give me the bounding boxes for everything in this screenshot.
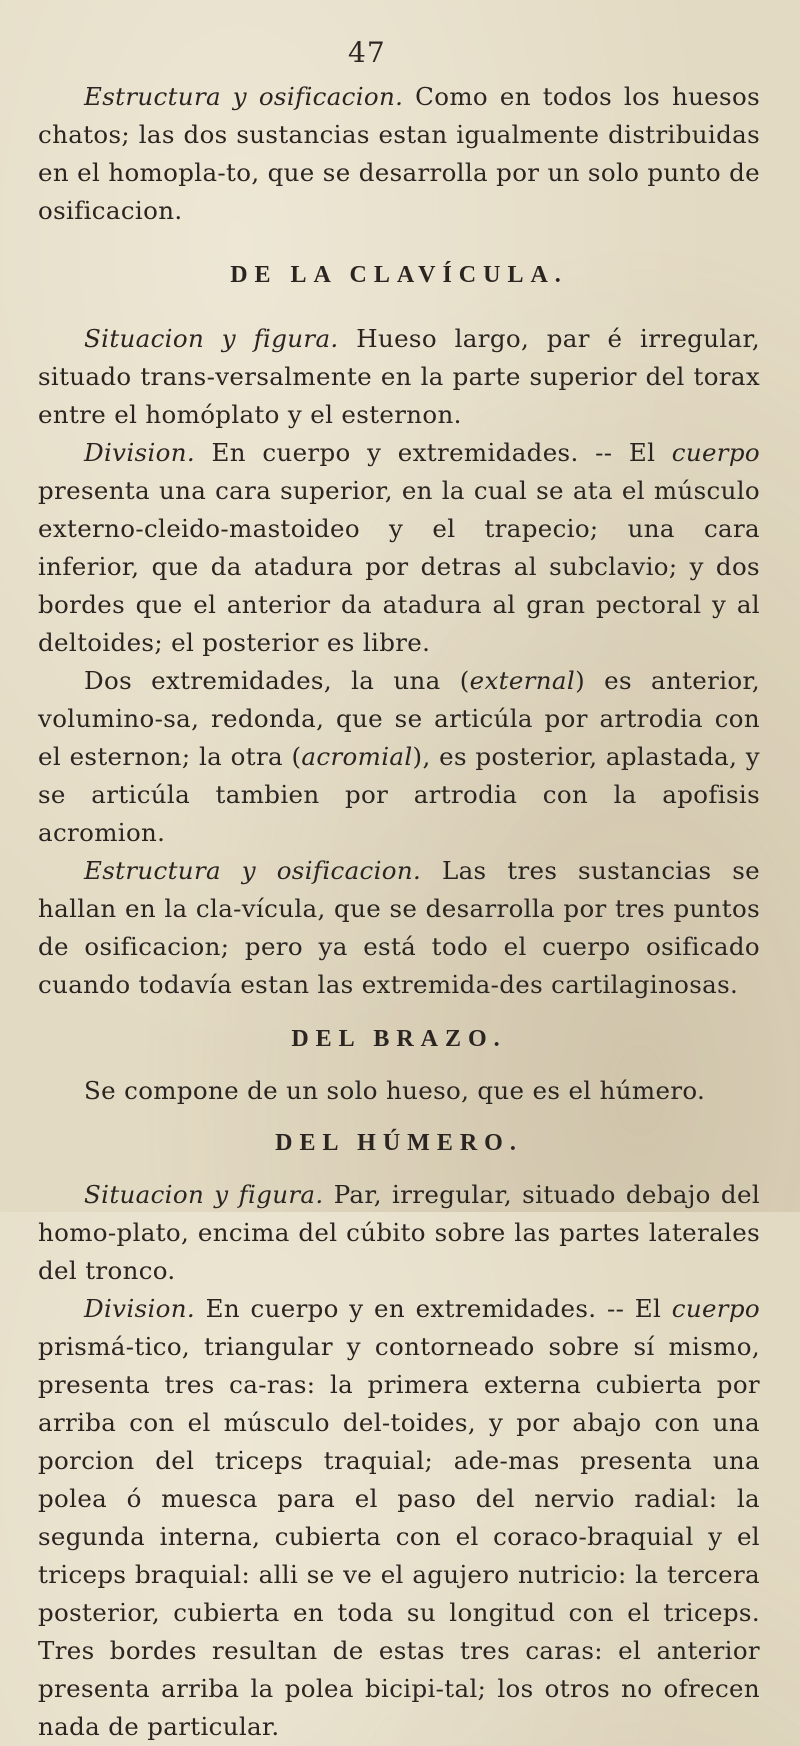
run-in-label: Estructura y osificacion. [84,856,422,885]
section-heading-brazo: DEL BRAZO. [291,1026,507,1052]
italic-term: cuerpo [671,1294,760,1323]
paragraph-text: Dos extremidades, la una ( [84,666,470,695]
paragraph-text: En cuerpo y en extremidades. -- El [195,1294,672,1323]
paragraph-clavicula-division [38,434,760,662]
paragraph-text: presenta una cara superior, en la cual se ata el músculo externo-cleido-mastoideo y el trapecio; una cara inferior, que da atadura por detras al subclavio; y dos bordes que el anterior da atadura al gran pectoral y al deltoides; el posterior es libre. [38,476,760,657]
italic-term: acromial [301,742,413,771]
section-heading-humero: DEL HÚMERO. [275,1130,523,1156]
run-in-label: Situacion y figura. [84,324,339,353]
paragraph-brazo: Se compone de un solo hueso, que es el húmero. [84,1076,706,1105]
run-in-label: Division. [84,438,196,467]
paragraph-text: prismá-tico, triangular y contorneado sobre sí mismo, presenta tres ca-ras: la primera externa cubierta por arriba con el músculo del-toides, y por abajo con una porcion del triceps traquial; ade-mas presenta una polea ó muesca para el paso del nervio radial: la segunda interna, cubierta con el coraco-braquial y el triceps braquial: alli se ve el agujero nutricio: la tercera posterior, cubierta en toda su longitud con el triceps. Tres bordes resultan de estas tres caras: el anterior presenta arriba la polea bicipi-tal; los otros no ofrecen nada de particular. [38,1332,760,1741]
run-in-label: Division. [84,1294,196,1323]
run-in-label: Estructura y osificacion. [84,82,404,111]
paragraph-text: ), es posterior, aplastada, y se articúla tambien por artrodia con la apofisis acromion. [38,742,761,847]
page-number: 47 [348,36,386,69]
paragraph-clavicula-estructura [38,852,760,1004]
paragraph-text: ) es anterior, volumino-sa, redonda, que se articúla por artrodia con el esternon; la otra ( [38,666,760,771]
italic-term: external [469,666,576,695]
italic-term: cuerpo [671,438,760,467]
run-in-label: Situacion y figura. [84,1180,324,1209]
paragraph-text: Las tres sustancias se hallan en la cla-vícula, que se desarrolla por tres puntos de osificacion; pero ya está todo el cuerpo osificado cuando todavía estan las extremida-des cartilaginosas. [38,856,761,999]
paragraph-text: Hueso largo, par é irregular, situado trans-versalmente en la parte superior del torax entre el homóplato y el esternon. [38,324,760,429]
paragraph-humero-division [38,1290,760,1746]
paragraph-humero-situacion [38,1176,760,1290]
paragraph-text: Como en todos los huesos chatos; las dos sustancias estan igualmente distribuidas en el homopla-to, que se desarrolla por un solo punto de osificacion. [38,82,760,225]
paragraph-text: Par, irregular, situado debajo del homo-plato, encima del cúbito sobre las partes laterales del tronco. [38,1180,761,1285]
page-body [38,78,760,1746]
paragraph-clavicula-extremidades [38,662,760,852]
section-heading-clavicula: DE LA CLAVÍCULA. [230,262,568,288]
paragraph-clavicula-situacion [38,320,760,434]
paragraph-text: En cuerpo y extremidades. -- El [195,438,672,467]
paragraph-homoplato-estructura [38,78,760,230]
